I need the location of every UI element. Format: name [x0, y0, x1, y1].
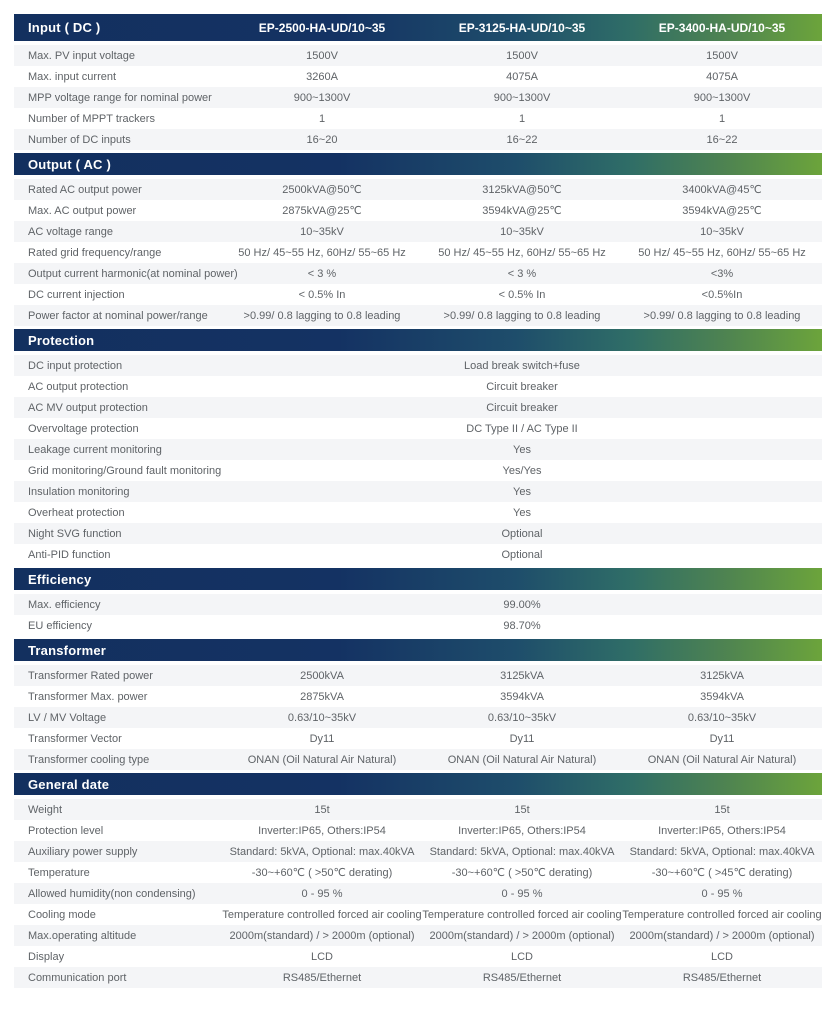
- row-value: 1: [518, 112, 526, 125]
- row-label: Temperature: [28, 866, 90, 879]
- row-value: 15t: [314, 803, 330, 816]
- row-label: Overheat protection: [28, 506, 125, 519]
- row-value-merged: 99.00%: [503, 598, 541, 611]
- row-label: AC output protection: [28, 380, 129, 393]
- row-value: 2000m(standard) / > 2000m (optional): [229, 929, 415, 942]
- row-value: 16~20: [306, 133, 338, 146]
- row-value-merged: Yes/Yes: [502, 464, 542, 477]
- section-title: Input ( DC ): [28, 20, 101, 35]
- section-rows: [14, 179, 822, 326]
- row-label: Max. PV input voltage: [28, 49, 136, 62]
- row-label: Insulation monitoring: [28, 485, 130, 498]
- row-value: Standard: 5kVA, Optional: max.40kVA: [229, 845, 415, 858]
- row-value: <3%: [710, 267, 734, 280]
- row-value: Temperature controlled forced air cooling: [422, 908, 622, 921]
- row-value: 900~1300V: [493, 91, 551, 104]
- row-value: 1500V: [706, 49, 738, 62]
- spec-row: [14, 820, 822, 841]
- row-label: Max.operating altitude: [28, 929, 137, 942]
- row-label: Transformer Vector: [28, 732, 122, 745]
- spec-row: [14, 749, 822, 770]
- row-value: LCD: [310, 950, 333, 963]
- section-rows: [14, 355, 822, 565]
- section-title: General date: [28, 776, 110, 792]
- spec-row: [14, 129, 822, 150]
- row-value: 3594kVA@25℃: [682, 205, 762, 217]
- column-header: EP-3125-HA-UD/10~35: [458, 20, 586, 35]
- row-value: 3594kVA: [500, 690, 544, 703]
- spec-section-transformer: [14, 639, 822, 770]
- row-label: Weight: [28, 803, 63, 816]
- row-value: RS485/Ethernet: [682, 971, 762, 984]
- row-value-merged: 98.70%: [503, 619, 541, 632]
- row-value: 3125kVA@50℃: [482, 184, 562, 196]
- row-value: 10~35kV: [700, 225, 744, 238]
- row-label: Max. input current: [28, 70, 117, 83]
- row-value: < 0.5% In: [298, 288, 346, 301]
- row-value-merged: Yes: [513, 443, 531, 456]
- column-header: EP-2500-HA-UD/10~35: [258, 20, 386, 35]
- row-value: 2000m(standard) / > 2000m (optional): [429, 929, 615, 942]
- spec-row: [14, 397, 822, 418]
- row-label: Overvoltage protection: [28, 422, 139, 435]
- spec-row: [14, 179, 822, 200]
- row-label: LV / MV Voltage: [28, 711, 107, 724]
- row-label: DC current injection: [28, 288, 125, 301]
- spec-row: [14, 883, 822, 904]
- row-value: 2875kVA: [300, 690, 344, 703]
- row-label: Allowed humidity(non condensing): [28, 887, 196, 900]
- spec-row: [14, 862, 822, 883]
- row-label: Communication port: [28, 971, 127, 984]
- spec-row: [14, 686, 822, 707]
- section-header: [14, 773, 822, 795]
- row-value: 16~22: [506, 133, 538, 146]
- row-value: 0 - 95 %: [301, 887, 343, 900]
- row-value: 4075A: [506, 70, 538, 83]
- spec-row: [14, 502, 822, 523]
- row-value: Temperature controlled forced air cooling: [222, 908, 422, 921]
- spec-row: [14, 523, 822, 544]
- spec-row: [14, 946, 822, 967]
- row-value: >0.99/ 0.8 lagging to 0.8 leading: [443, 309, 601, 322]
- row-value: < 3 %: [307, 267, 337, 280]
- spec-row: [14, 841, 822, 862]
- row-value-merged: Load break switch+fuse: [464, 359, 580, 372]
- spec-row: [14, 925, 822, 946]
- row-value: 2500kVA: [300, 669, 344, 682]
- spec-row: [14, 799, 822, 820]
- row-value: 900~1300V: [693, 91, 751, 104]
- row-value: 1500V: [306, 49, 338, 62]
- row-label: Number of DC inputs: [28, 133, 131, 146]
- section-rows: [14, 45, 822, 150]
- row-value: 900~1300V: [293, 91, 351, 104]
- row-value: >0.99/ 0.8 lagging to 0.8 leading: [643, 309, 801, 322]
- row-value: Inverter:IP65, Others:IP54: [658, 824, 786, 837]
- row-label: Anti-PID function: [28, 548, 111, 561]
- row-value: 2500kVA@50℃: [282, 184, 362, 196]
- row-value: 1: [718, 112, 726, 125]
- row-value: 1: [318, 112, 326, 125]
- row-value: RS485/Ethernet: [282, 971, 362, 984]
- spec-section-input-dc: [14, 14, 822, 150]
- row-value: 0.63/10~35kV: [287, 711, 357, 724]
- section-header: [14, 14, 822, 41]
- row-value: Temperature controlled forced air cooling: [622, 908, 822, 921]
- row-label: Transformer cooling type: [28, 753, 150, 766]
- spec-row: [14, 200, 822, 221]
- section-rows: [14, 799, 822, 988]
- spec-row: [14, 728, 822, 749]
- row-value: 15t: [714, 803, 730, 816]
- row-value: ONAN (Oil Natural Air Natural): [247, 753, 397, 766]
- spec-row: [14, 45, 822, 66]
- row-label: AC MV output protection: [28, 401, 148, 414]
- section-header: [14, 329, 822, 351]
- row-label: Transformer Rated power: [28, 669, 153, 682]
- row-value: 4075A: [706, 70, 738, 83]
- row-value: 2000m(standard) / > 2000m (optional): [629, 929, 815, 942]
- row-value: 16~22: [706, 133, 738, 146]
- spec-row: [14, 108, 822, 129]
- row-value: 1500V: [506, 49, 538, 62]
- row-value: 50 Hz/ 45~55 Hz, 60Hz/ 55~65 Hz: [438, 246, 606, 259]
- row-value: ONAN (Oil Natural Air Natural): [447, 753, 597, 766]
- row-value: 50 Hz/ 45~55 Hz, 60Hz/ 55~65 Hz: [238, 246, 406, 259]
- row-value: < 0.5% In: [498, 288, 546, 301]
- spec-row: [14, 305, 822, 326]
- row-value: RS485/Ethernet: [482, 971, 562, 984]
- row-label: Number of MPPT trackers: [28, 112, 155, 125]
- spec-row: [14, 242, 822, 263]
- row-label: Protection level: [28, 824, 104, 837]
- spec-row: [14, 615, 822, 636]
- row-value-merged: DC Type II / AC Type II: [466, 422, 578, 435]
- row-label: DC input protection: [28, 359, 123, 372]
- spec-row: [14, 665, 822, 686]
- section-rows: [14, 665, 822, 770]
- row-label: EU efficiency: [28, 619, 92, 632]
- row-value: 0 - 95 %: [701, 887, 743, 900]
- row-value: -30~+60℃ ( >50℃ derating): [451, 867, 593, 879]
- spec-section-efficiency: [14, 568, 822, 636]
- row-value: LCD: [510, 950, 533, 963]
- row-label: Cooling mode: [28, 908, 96, 921]
- row-value: Standard: 5kVA, Optional: max.40kVA: [629, 845, 815, 858]
- section-title: Protection: [28, 332, 95, 348]
- spec-section-protection: [14, 329, 822, 565]
- spec-row: [14, 284, 822, 305]
- row-value: 0.63/10~35kV: [487, 711, 557, 724]
- row-value-merged: Optional: [501, 527, 543, 540]
- row-value-merged: Circuit breaker: [486, 380, 558, 393]
- row-label: Max. AC output power: [28, 204, 137, 217]
- spec-row: [14, 707, 822, 728]
- row-value-merged: Circuit breaker: [486, 401, 558, 414]
- row-value: 3594kVA: [700, 690, 744, 703]
- row-value: 3260A: [306, 70, 338, 83]
- spec-row: [14, 263, 822, 284]
- section-title: Transformer: [28, 642, 107, 658]
- row-label: Grid monitoring/Ground fault monitoring: [28, 464, 222, 477]
- row-label: Leakage current monitoring: [28, 443, 162, 456]
- row-label: Night SVG function: [28, 527, 122, 540]
- row-label: Transformer Max. power: [28, 690, 148, 703]
- row-label: Power factor at nominal power/range: [28, 309, 208, 322]
- row-label: MPP voltage range for nominal power: [28, 91, 212, 104]
- row-value: ONAN (Oil Natural Air Natural): [647, 753, 797, 766]
- spec-row: [14, 967, 822, 988]
- row-label: Max. efficiency: [28, 598, 101, 611]
- row-value: Dy11: [709, 732, 735, 745]
- section-title: Output ( AC ): [28, 156, 111, 172]
- row-value: 50 Hz/ 45~55 Hz, 60Hz/ 55~65 Hz: [638, 246, 806, 259]
- row-value: 0.63/10~35kV: [687, 711, 757, 724]
- row-label: Rated AC output power: [28, 183, 142, 196]
- spec-row: [14, 544, 822, 565]
- spec-section-general-date: [14, 773, 822, 988]
- row-value: 0 - 95 %: [501, 887, 543, 900]
- spec-row: [14, 460, 822, 481]
- row-value: -30~+60℃ ( >45℃ derating): [651, 867, 793, 879]
- row-label: AC voltage range: [28, 225, 113, 238]
- row-value: Dy11: [509, 732, 535, 745]
- row-value: <0.5%In: [701, 288, 743, 301]
- row-value: >0.99/ 0.8 lagging to 0.8 leading: [243, 309, 401, 322]
- row-value: -30~+60℃ ( >50℃ derating): [251, 867, 393, 879]
- row-value-merged: Yes: [513, 506, 531, 519]
- row-value: 3400kVA@45℃: [682, 184, 762, 196]
- spec-row: [14, 594, 822, 615]
- row-value: < 3 %: [507, 267, 537, 280]
- spec-row: [14, 904, 822, 925]
- section-rows: [14, 594, 822, 636]
- column-header: EP-3400-HA-UD/10~35: [658, 20, 786, 35]
- row-value: 3125kVA: [500, 669, 544, 682]
- row-value: 3594kVA@25℃: [482, 205, 562, 217]
- spec-row: [14, 418, 822, 439]
- row-value: 10~35kV: [500, 225, 544, 238]
- row-label: Display: [28, 950, 65, 963]
- row-value: 15t: [514, 803, 530, 816]
- spec-row: [14, 355, 822, 376]
- row-value: 3125kVA: [700, 669, 744, 682]
- spec-row: [14, 439, 822, 460]
- section-header: [14, 153, 822, 175]
- section-header: [14, 639, 822, 661]
- section-header: [14, 568, 822, 590]
- row-value: 10~35kV: [300, 225, 344, 238]
- spec-row: [14, 376, 822, 397]
- section-title: Efficiency: [28, 571, 92, 587]
- row-value: 2875kVA@25℃: [282, 205, 362, 217]
- row-label: Auxiliary power supply: [28, 845, 138, 858]
- row-value: Standard: 5kVA, Optional: max.40kVA: [429, 845, 615, 858]
- row-value: Inverter:IP65, Others:IP54: [258, 824, 386, 837]
- spec-section-output-ac: [14, 153, 822, 326]
- row-value-merged: Yes: [513, 485, 531, 498]
- row-value-merged: Optional: [501, 548, 543, 561]
- spec-row: [14, 481, 822, 502]
- row-label: Rated grid frequency/range: [28, 246, 162, 259]
- row-value: LCD: [710, 950, 733, 963]
- row-value: Inverter:IP65, Others:IP54: [458, 824, 586, 837]
- row-label: Output current harmonic(at nominal power): [28, 267, 238, 280]
- spec-row: [14, 87, 822, 108]
- spec-row: [14, 66, 822, 87]
- spec-row: [14, 221, 822, 242]
- row-value: Dy11: [309, 732, 335, 745]
